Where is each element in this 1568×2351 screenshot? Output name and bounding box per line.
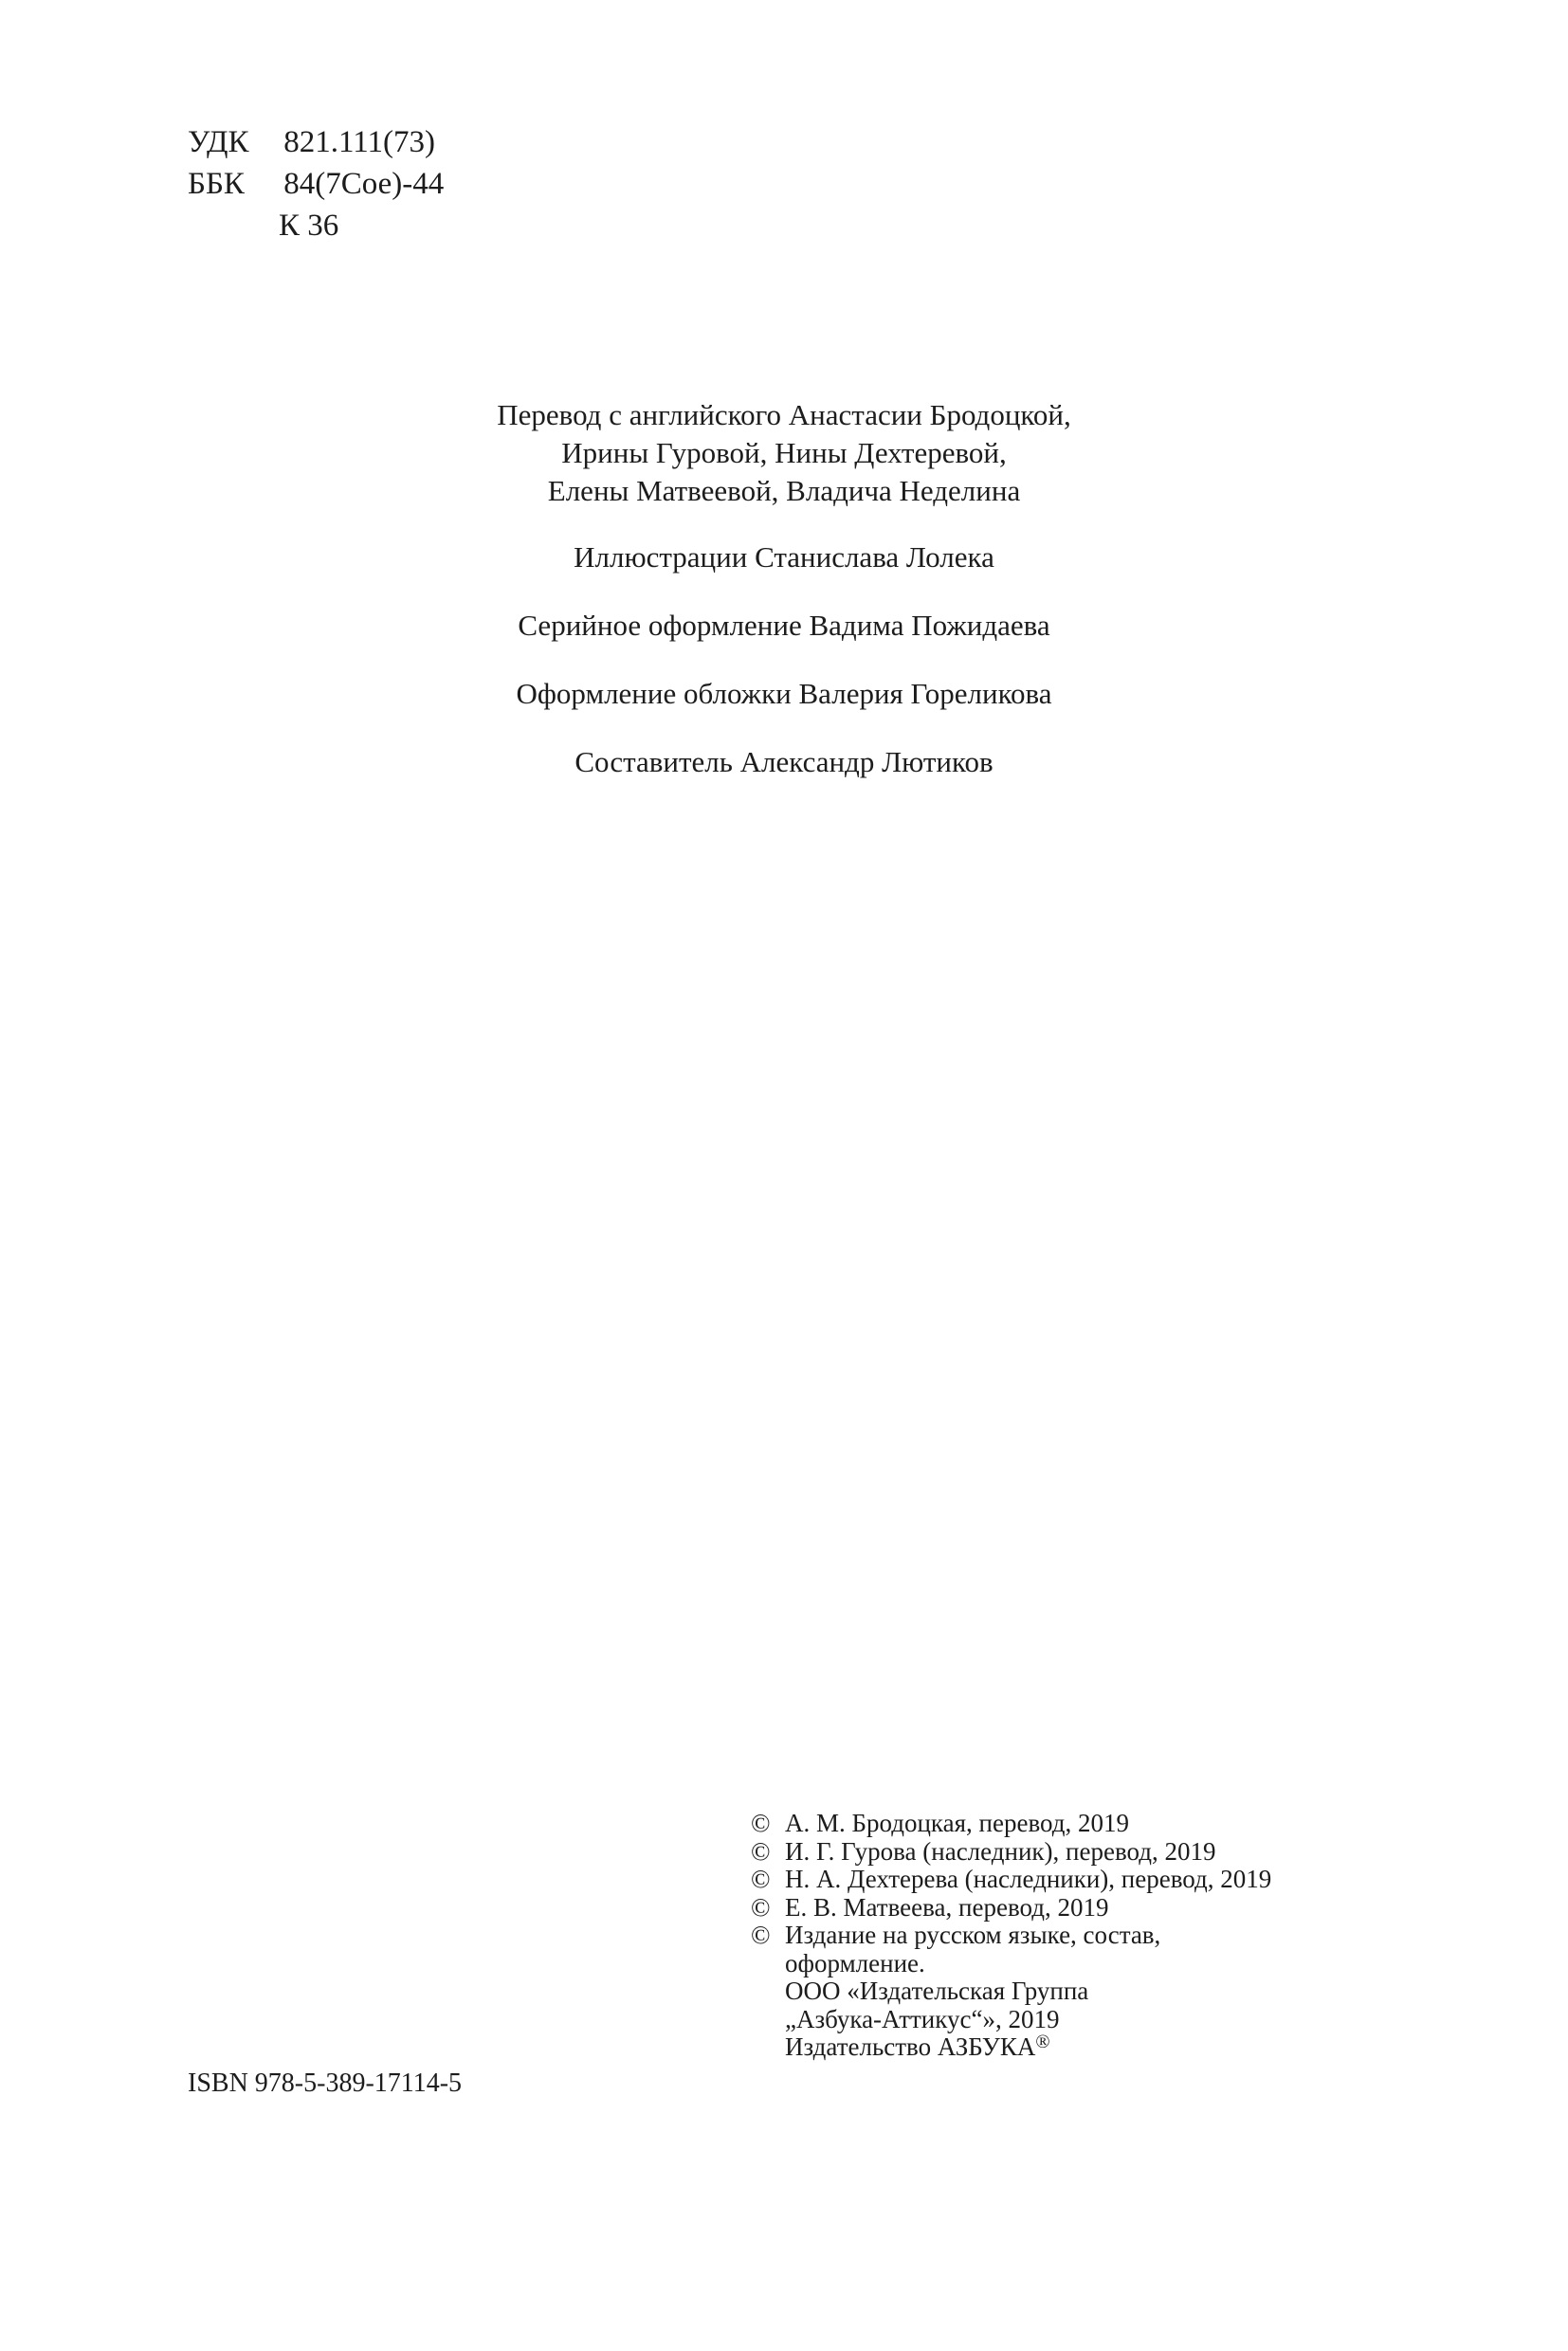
bbk-value: 84(7Сое)-44 xyxy=(283,167,445,201)
author-sign: К 36 xyxy=(279,209,339,243)
publisher-line xyxy=(751,2033,1271,2062)
udk-row xyxy=(188,121,444,163)
translators-line-1: Перевод с английского Анастасии Бродоцкой, xyxy=(497,398,1071,431)
copyright-block xyxy=(751,1810,1271,2062)
illustrations-credit: Иллюстрации Станислава Лолека xyxy=(574,540,994,574)
copyright-symbol: © xyxy=(751,1892,771,1922)
classification-block xyxy=(188,121,444,246)
copyright-text: Н. А. Дехтерева (наследники), перевод, 2019 xyxy=(785,1865,1272,1893)
copyright-text: А. М. Бродоцкая, перевод, 2019 xyxy=(785,1809,1129,1837)
udk-value: 821.111(73) xyxy=(283,125,436,159)
copyright-symbol: © xyxy=(751,1836,771,1866)
copyright-text: И. Г. Гурова (наследник), перевод, 2019 xyxy=(785,1836,1216,1866)
translators-credit xyxy=(0,396,1568,510)
cover-design-credit: Оформление обложки Валерия Гореликова xyxy=(516,677,1052,710)
translators-line-2: Ирины Гуровой, Нины Дехтеревой, xyxy=(561,436,1007,469)
copyright-continuation-2: ООО «Издательская Группа xyxy=(785,1977,1089,2005)
bbk-label: ББК xyxy=(188,167,245,201)
isbn: ISBN 978-5-389-17114-5 xyxy=(188,2069,463,2098)
bbk-row xyxy=(188,163,444,205)
publisher-name: Издательство АЗБУКА xyxy=(785,2032,1036,2061)
translators-line-3: Елены Матвеевой, Владича Неделина xyxy=(547,474,1021,507)
copyright-symbol: © xyxy=(751,1865,771,1893)
udk-label: УДК xyxy=(188,125,249,159)
copyright-continuation-1: оформление. xyxy=(785,1948,925,1977)
copyright-continuation-3: „Азбука-Аттикус“», 2019 xyxy=(785,2004,1060,2033)
copyright-text: Е. В. Матвеева, перевод, 2019 xyxy=(785,1892,1109,1922)
copyright-line xyxy=(751,1866,1271,1894)
copyright-symbol: © xyxy=(751,1921,771,1949)
copyright-symbol: © xyxy=(751,1809,771,1837)
series-design-credit: Серийное оформление Вадима Пожидаева xyxy=(518,609,1050,642)
copyright-line xyxy=(751,1810,1271,1838)
credits-block xyxy=(0,396,1568,811)
copyright-line xyxy=(751,1922,1271,1950)
compiler-credit: Составитель Александр Лютиков xyxy=(574,745,994,778)
copyright-line xyxy=(751,1894,1271,1923)
copyright-text: Издание на русском языке, состав, xyxy=(785,1921,1161,1949)
copyright-line xyxy=(751,1838,1271,1867)
registered-mark: ® xyxy=(1035,2032,1050,2052)
